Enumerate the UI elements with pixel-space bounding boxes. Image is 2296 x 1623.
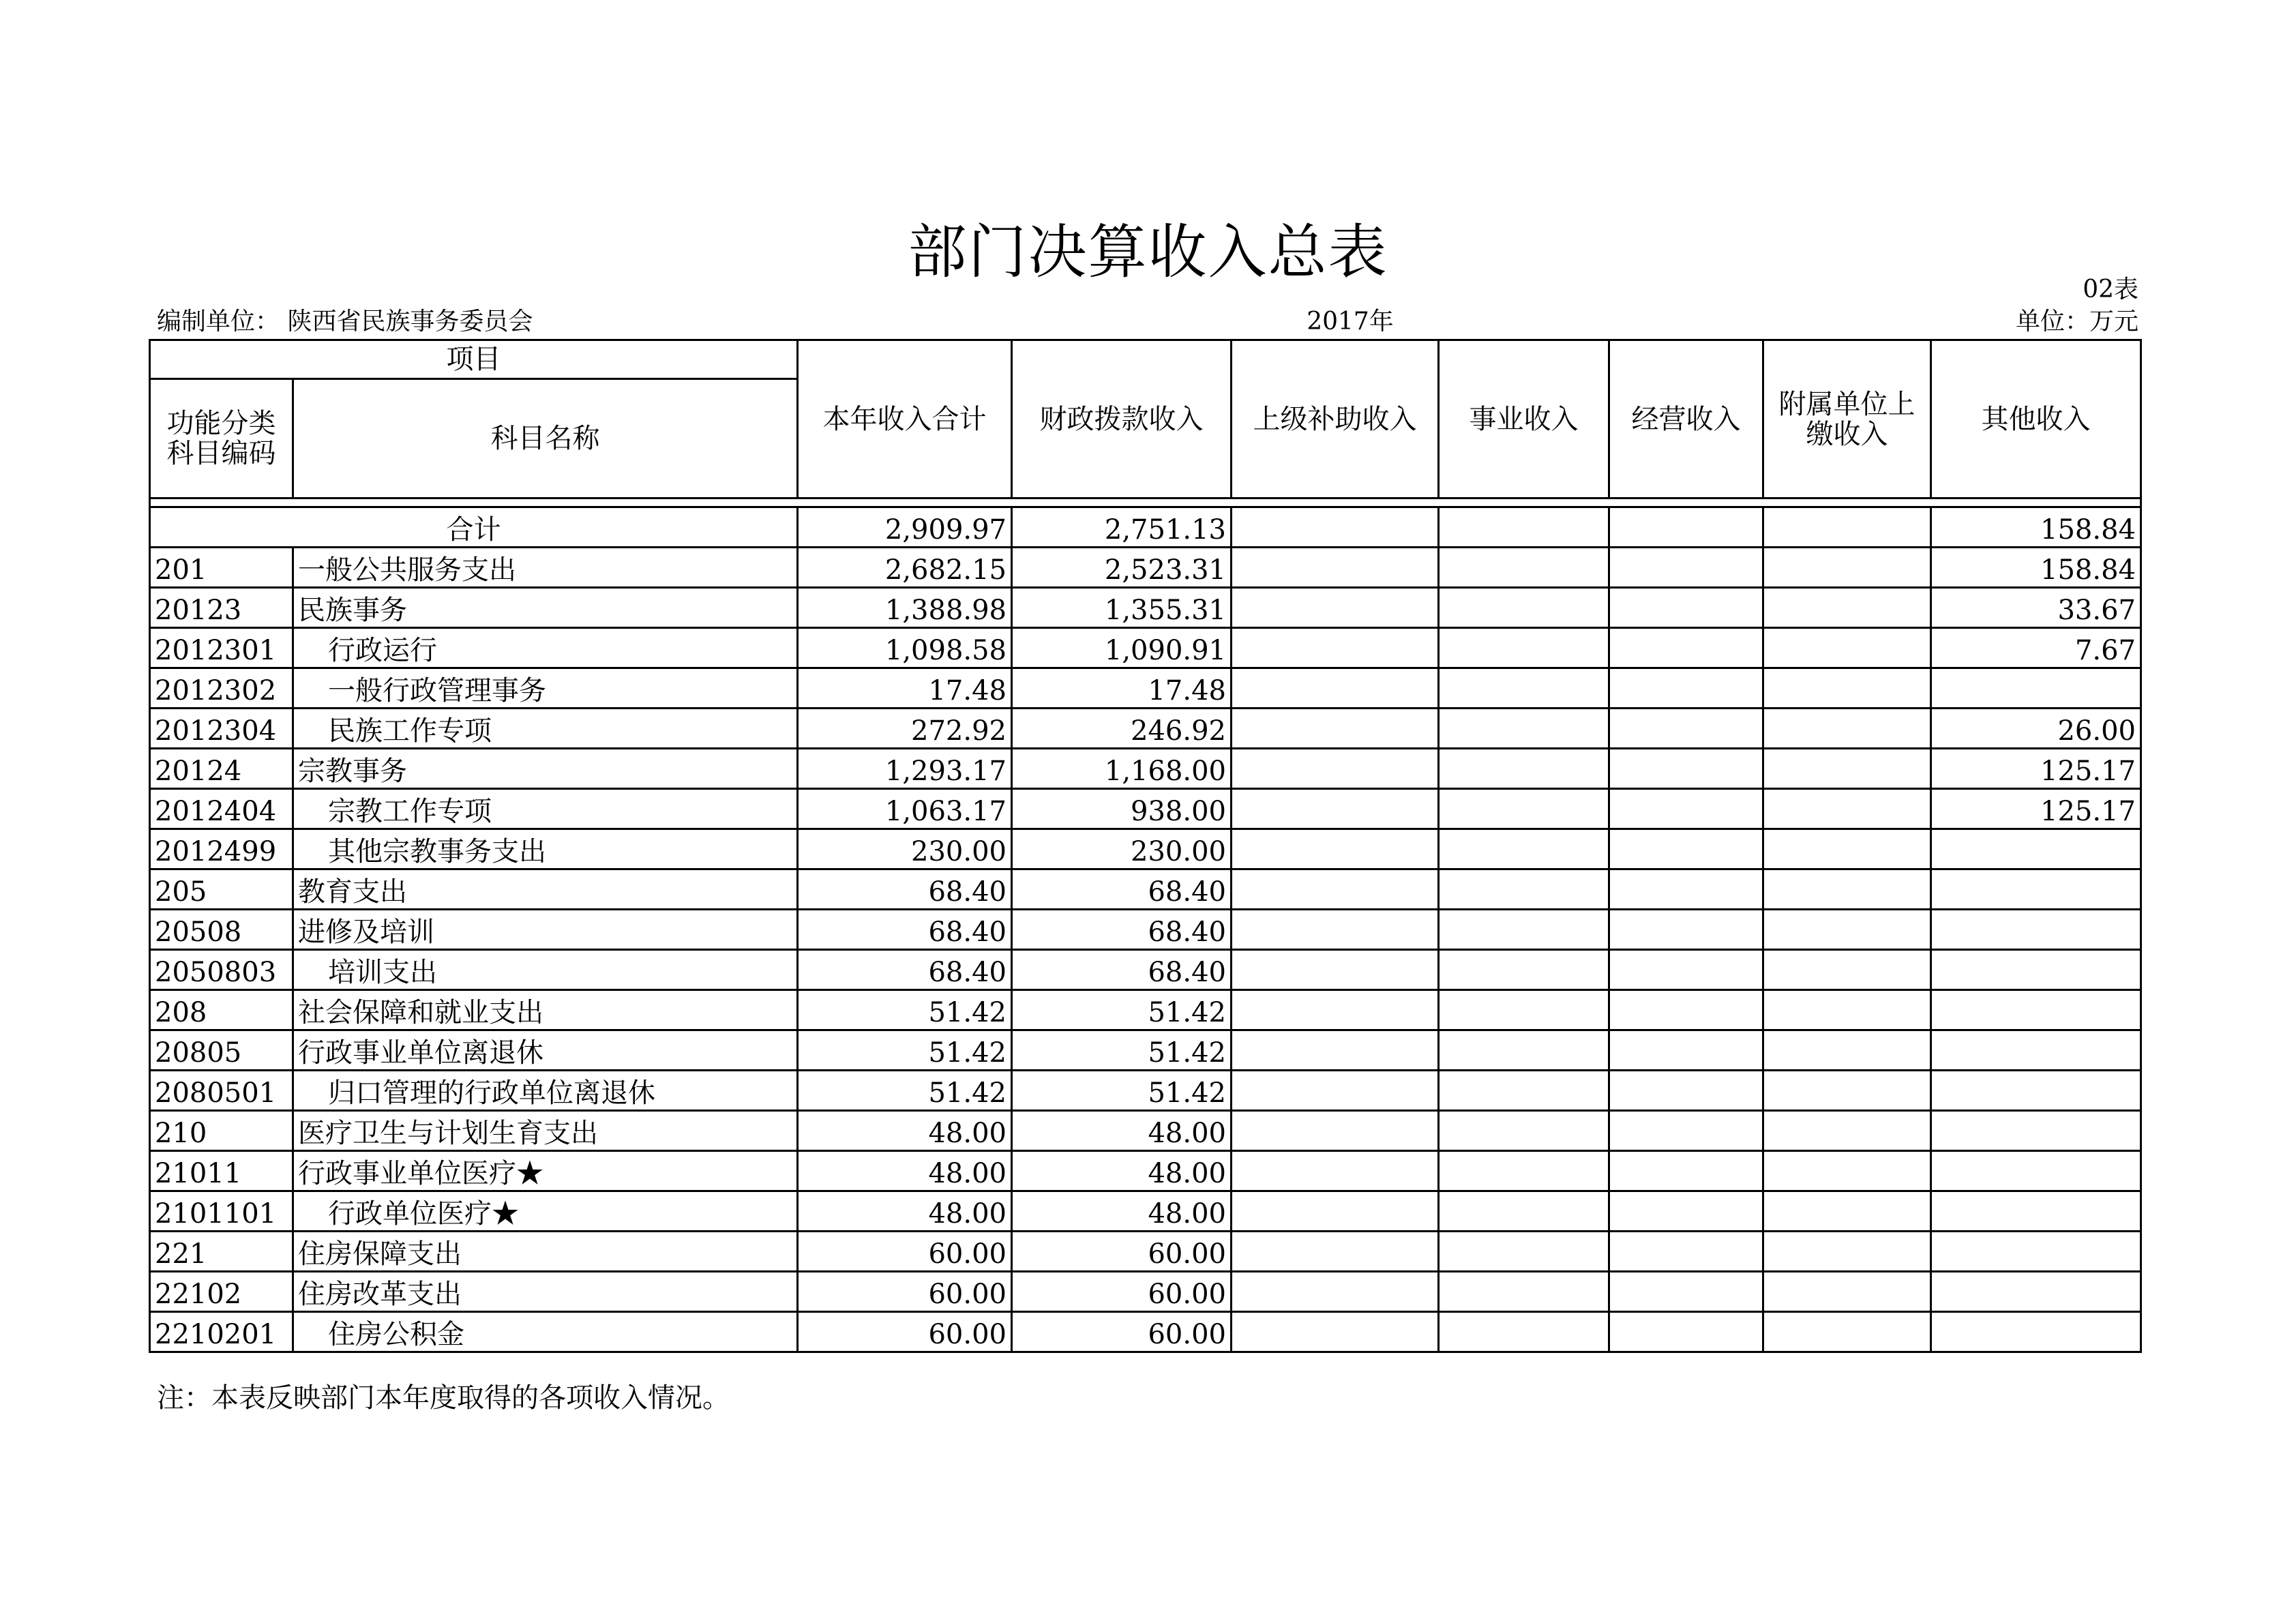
row-value: 272.92 [798,709,1012,749]
row-name: 民族事务 [293,588,798,628]
row-code: 20124 [150,749,293,789]
row-value: 230.00 [798,829,1012,869]
row-value [1763,628,1931,668]
row-value [1232,1312,1439,1352]
row-name: 行政事业单位离退休 [293,1030,798,1071]
row-value [1931,1272,2141,1312]
row-value [1232,1272,1439,1312]
row-value [1609,1272,1763,1312]
report-year: 2017年 [1307,308,1394,336]
row-value [1763,749,1931,789]
table-row [150,950,2141,990]
income-summary-table [149,339,2142,1353]
table-row [150,628,2141,668]
row-value: 51.42 [798,1030,1012,1071]
row-value: 48.00 [1012,1111,1232,1151]
row-value [1232,628,1439,668]
row-value [1931,1071,2141,1111]
table-row [150,990,2141,1030]
row-value: 48.00 [798,1151,1012,1191]
row-value: 1,063.17 [798,789,1012,829]
row-value: 48.00 [798,1111,1012,1151]
table-row [150,1312,2141,1352]
row-value [1609,1191,1763,1232]
row-value: 60.00 [1012,1312,1232,1352]
row-value [1609,1071,1763,1111]
row-value: 51.42 [798,1071,1012,1111]
row-value [1232,548,1439,588]
total-cell [1439,507,1609,548]
row-value: 1,168.00 [1012,749,1232,789]
row-value [1232,1151,1439,1191]
row-code: 2050803 [150,950,293,990]
row-value [1763,588,1931,628]
row-name: 民族工作专项 [293,709,798,749]
row-value [1439,1272,1609,1312]
row-code: 2080501 [150,1071,293,1111]
row-code: 20123 [150,588,293,628]
row-name: 住房改革支出 [293,1272,798,1312]
row-value [1609,869,1763,910]
row-value: 33.67 [1931,588,2141,628]
header-col-total: 本年收入合计 [798,340,1012,498]
row-code: 22102 [150,1272,293,1312]
total-row [150,507,2141,548]
row-value [1609,1232,1763,1272]
row-value [1609,588,1763,628]
row-value [1439,668,1609,709]
row-name: 一般行政管理事务 [293,668,798,709]
table-row [150,1030,2141,1071]
table-row [150,1272,2141,1312]
row-value: 158.84 [1931,548,2141,588]
header-col-other: 其他收入 [1931,340,2141,498]
row-name: 医疗卫生与计划生育支出 [293,1111,798,1151]
row-code: 2012304 [150,709,293,749]
row-value [1232,829,1439,869]
row-value [1763,1312,1931,1352]
header-col-operation: 经营收入 [1609,340,1763,498]
row-value: 1,388.98 [798,588,1012,628]
row-name: 宗教工作专项 [293,789,798,829]
table-row [150,1191,2141,1232]
row-value [1439,829,1609,869]
page-title: 部门决算收入总表 [908,218,1388,286]
table-row [150,548,2141,588]
table-row [150,709,2141,749]
row-value [1232,1071,1439,1111]
row-value [1931,1111,2141,1151]
table-row [150,749,2141,789]
row-value [1931,1151,2141,1191]
total-cell: 2,909.97 [798,507,1012,548]
row-code: 2012301 [150,628,293,668]
row-value [1609,1030,1763,1071]
row-value [1439,910,1609,950]
header-name: 科目名称 [293,379,798,498]
row-value [1931,950,2141,990]
row-value [1763,990,1931,1030]
row-name: 教育支出 [293,869,798,910]
row-value: 60.00 [798,1232,1012,1272]
row-value [1763,1071,1931,1111]
row-value [1439,548,1609,588]
row-value [1609,910,1763,950]
row-value [1763,829,1931,869]
total-cell [1609,507,1763,548]
table-row [150,910,2141,950]
row-value: 68.40 [798,869,1012,910]
total-cell: 158.84 [1931,507,2141,548]
row-name: 社会保障和就业支出 [293,990,798,1030]
row-value [1763,869,1931,910]
row-code: 21011 [150,1151,293,1191]
row-value [1439,1071,1609,1111]
row-code: 201 [150,548,293,588]
row-value [1439,1191,1609,1232]
row-value: 68.40 [1012,910,1232,950]
row-name: 行政单位医疗★ [293,1191,798,1232]
row-value [1609,829,1763,869]
row-value: 17.48 [798,668,1012,709]
row-name: 行政运行 [293,628,798,668]
header-spacer [150,498,2141,507]
row-value [1931,829,2141,869]
row-value: 68.40 [1012,950,1232,990]
row-value [1439,950,1609,990]
row-value [1439,1151,1609,1191]
row-value [1439,1232,1609,1272]
row-value [1931,668,2141,709]
table-row [150,1232,2141,1272]
row-value: 1,090.91 [1012,628,1232,668]
table-number: 02表 [2083,276,2138,303]
row-value [1232,1232,1439,1272]
table-row [150,829,2141,869]
row-code: 2012499 [150,829,293,869]
table-row [150,789,2141,829]
row-value: 1,355.31 [1012,588,1232,628]
row-value: 48.00 [1012,1151,1232,1191]
table-row [150,668,2141,709]
row-code: 221 [150,1232,293,1272]
row-value: 125.17 [1931,749,2141,789]
row-value [1439,990,1609,1030]
row-code: 2101101 [150,1191,293,1232]
row-value: 51.42 [1012,1030,1232,1071]
row-value: 2,682.15 [798,548,1012,588]
row-value [1763,709,1931,749]
row-value: 51.42 [798,990,1012,1030]
row-value: 1,293.17 [798,749,1012,789]
currency-unit: 单位：万元 [2015,308,2138,336]
row-value [1232,709,1439,749]
row-name: 一般公共服务支出 [293,548,798,588]
row-value [1232,1191,1439,1232]
row-value: 68.40 [798,910,1012,950]
row-code: 2210201 [150,1312,293,1352]
row-value [1763,1111,1931,1151]
row-value [1609,749,1763,789]
row-value [1439,1030,1609,1071]
row-value [1763,1151,1931,1191]
reporting-unit: 编制单位： 陕西省民族事务委员会 [157,308,533,336]
row-value [1609,668,1763,709]
header-col-superior: 上级补助收入 [1232,340,1439,498]
row-value [1609,1151,1763,1191]
row-value [1439,1312,1609,1352]
row-value [1763,950,1931,990]
row-value [1232,869,1439,910]
row-value: 17.48 [1012,668,1232,709]
row-value: 938.00 [1012,789,1232,829]
row-value [1439,789,1609,829]
table-row [150,1111,2141,1151]
row-code: 20805 [150,1030,293,1071]
row-value [1609,990,1763,1030]
row-name: 宗教事务 [293,749,798,789]
row-code: 205 [150,869,293,910]
row-value [1439,1111,1609,1151]
table-row [150,1071,2141,1111]
row-value: 246.92 [1012,709,1232,749]
row-value [1763,910,1931,950]
row-name: 住房公积金 [293,1312,798,1352]
row-value [1232,1111,1439,1151]
row-value [1931,1030,2141,1071]
row-value [1439,749,1609,789]
row-value [1931,869,2141,910]
row-name: 行政事业单位医疗★ [293,1151,798,1191]
row-value [1763,1272,1931,1312]
row-value: 26.00 [1931,709,2141,749]
header-col-business: 事业收入 [1439,340,1609,498]
row-value [1931,990,2141,1030]
row-value: 51.42 [1012,1071,1232,1111]
row-value [1931,1232,2141,1272]
row-value [1609,1111,1763,1151]
row-value [1232,789,1439,829]
row-value [1232,910,1439,950]
table-row [150,1151,2141,1191]
row-value [1232,749,1439,789]
row-value [1763,1030,1931,1071]
total-cell: 2,751.13 [1012,507,1232,548]
row-value [1763,548,1931,588]
header-item: 项目 [150,340,798,379]
header-col-fiscal: 财政拨款收入 [1012,340,1232,498]
row-value [1439,709,1609,749]
row-name: 进修及培训 [293,910,798,950]
row-name: 住房保障支出 [293,1232,798,1272]
table-row [150,588,2141,628]
row-value [1609,789,1763,829]
row-value [1232,950,1439,990]
row-value: 7.67 [1931,628,2141,668]
table-row [150,869,2141,910]
row-code: 210 [150,1111,293,1151]
row-code: 20508 [150,910,293,950]
row-value [1763,1232,1931,1272]
row-value [1763,789,1931,829]
total-label: 合计 [150,507,798,548]
row-name: 培训支出 [293,950,798,990]
row-value: 68.40 [1012,869,1232,910]
row-value [1609,548,1763,588]
row-code: 208 [150,990,293,1030]
row-value [1439,628,1609,668]
row-value [1232,588,1439,628]
row-value [1439,869,1609,910]
row-value [1609,709,1763,749]
row-value: 48.00 [798,1191,1012,1232]
row-value: 51.42 [1012,990,1232,1030]
row-value [1931,910,2141,950]
row-value [1763,1191,1931,1232]
row-value [1931,1191,2141,1232]
footnote: 注：本表反映部门本年度取得的各项收入情况。 [157,1382,730,1414]
row-value: 125.17 [1931,789,2141,829]
row-value [1232,1030,1439,1071]
row-code: 2012404 [150,789,293,829]
row-value [1232,668,1439,709]
total-cell [1232,507,1439,548]
row-value: 48.00 [1012,1191,1232,1232]
total-cell [1763,507,1931,548]
row-name: 其他宗教事务支出 [293,829,798,869]
row-value [1609,950,1763,990]
row-value: 1,098.58 [798,628,1012,668]
row-value: 68.40 [798,950,1012,990]
row-code: 2012302 [150,668,293,709]
row-value [1763,668,1931,709]
row-value: 60.00 [1012,1232,1232,1272]
header-col-affiliate: 附属单位上缴收入 [1763,340,1931,498]
row-value: 60.00 [798,1272,1012,1312]
row-value: 60.00 [798,1312,1012,1352]
row-value: 2,523.31 [1012,548,1232,588]
row-value [1931,1312,2141,1352]
row-name: 归口管理的行政单位离退休 [293,1071,798,1111]
row-value: 230.00 [1012,829,1232,869]
row-value [1232,990,1439,1030]
row-value [1609,628,1763,668]
row-value [1609,1312,1763,1352]
row-value: 60.00 [1012,1272,1232,1312]
row-value [1439,588,1609,628]
header-code: 功能分类科目编码 [150,379,293,498]
